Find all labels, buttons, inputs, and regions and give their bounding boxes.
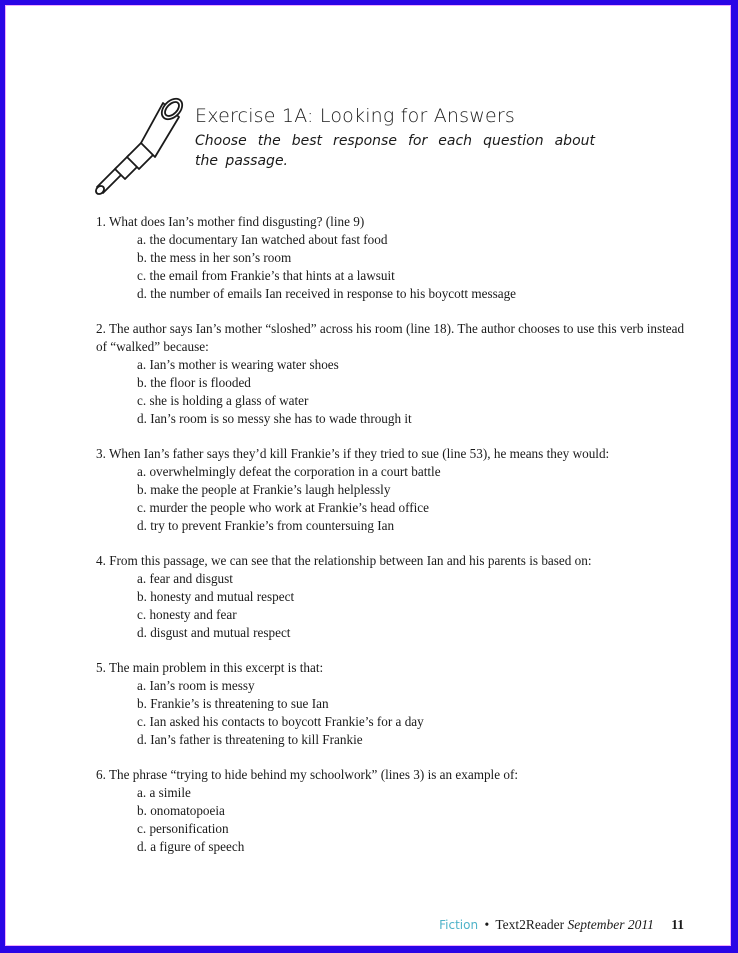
answer-option: c. Ian asked his contacts to boycott Frankie’s for a day (137, 714, 424, 729)
answer-option: b. make the people at Frankie’s laugh helplessly (137, 482, 391, 497)
answer-option: d. disgust and mutual respect (137, 625, 291, 640)
answer-option: c. personification (137, 821, 229, 836)
question-3 (96, 445, 696, 535)
answer-option: d. a figure of speech (137, 839, 245, 854)
exercise-title: Exercise 1A: Looking for Answers (195, 105, 516, 127)
exercise-instructions: Choose the best response for each question about the passage. (195, 133, 595, 169)
answer-options (96, 356, 696, 428)
footer-issue-date: September 2011 (567, 917, 654, 932)
answer-option: a. Ian’s mother is wearing water shoes (137, 357, 339, 372)
page-number: 11 (671, 917, 684, 932)
question-5 (96, 659, 696, 749)
question-text: 2. The author says Ian’s mother “sloshed” across his room (line 18). The author chooses to use this verb instead of “walked” because: (96, 321, 685, 354)
answer-options (96, 677, 696, 749)
answer-option: b. onomatopoeia (137, 803, 225, 818)
answer-option: c. murder the people who work at Frankie’s head office (137, 500, 429, 515)
footer-separator: • (484, 917, 490, 932)
question-text: 3. When Ian’s father says they’d kill Frankie’s if they tried to sue (line 53), he means they would: (96, 446, 610, 461)
worksheet-page (5, 5, 731, 946)
answer-option: c. the email from Frankie’s that hints at a lawsuit (137, 268, 395, 283)
answer-option: b. the floor is flooded (137, 375, 251, 390)
question-text: 4. From this passage, we can see that the relationship between Ian and his parents is based on: (96, 553, 592, 568)
answer-options (96, 570, 696, 642)
answer-option: a. the documentary Ian watched about fast food (137, 232, 388, 247)
answer-option: d. Ian’s room is so messy she has to wade through it (137, 411, 412, 426)
answer-option: d. the number of emails Ian received in response to his boycott message (137, 286, 517, 301)
question-text: 5. The main problem in this excerpt is that: (96, 660, 324, 675)
answer-option: a. overwhelmingly defeat the corporation in a court battle (137, 464, 441, 479)
question-1 (96, 213, 696, 303)
answer-options (96, 784, 696, 856)
question-4 (96, 552, 696, 642)
answer-options (96, 463, 696, 535)
question-text: 1. What does Ian’s mother find disgusting? (line 9) (96, 214, 365, 229)
answer-option: a. Ian’s room is messy (137, 678, 255, 693)
footer-section-label: Fiction (439, 918, 479, 932)
answer-option: b. the mess in her son’s room (137, 250, 292, 265)
question-text: 6. The phrase “trying to hide behind my schoolwork” (lines 3) is an example of: (96, 767, 519, 782)
page-footer (439, 917, 684, 933)
answer-options (96, 231, 696, 303)
answer-option: b. honesty and mutual respect (137, 589, 295, 604)
answer-option: c. she is holding a glass of water (137, 393, 309, 408)
question-list (96, 213, 696, 873)
answer-option: c. honesty and fear (137, 607, 237, 622)
answer-option: d. Ian’s father is threatening to kill Frankie (137, 732, 363, 747)
answer-option: d. try to prevent Frankie’s from countersuing Ian (137, 518, 395, 533)
footer-publication: Text2Reader (495, 917, 565, 932)
answer-option: b. Frankie’s is threatening to sue Ian (137, 696, 329, 711)
answer-option: a. fear and disgust (137, 571, 233, 586)
answer-option: a. a simile (137, 785, 191, 800)
question-6 (96, 766, 696, 856)
telescope-icon (93, 93, 189, 197)
question-2 (96, 320, 696, 428)
